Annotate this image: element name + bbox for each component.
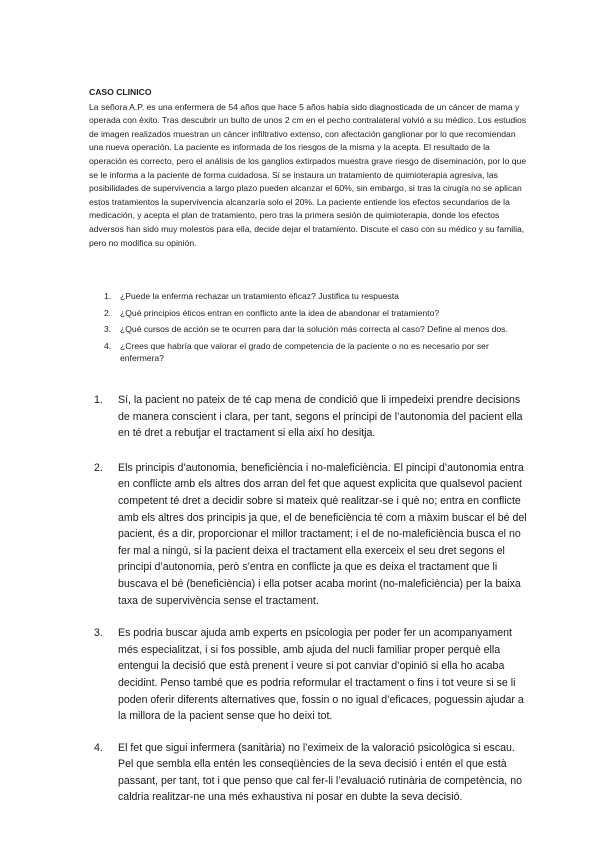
answer-text: Es podria buscar ajuda amb experts en psicologia per poder fer un acompanyament més especialitzat, i si fos possible, amb ajuda del nucli familiar proper perquè ella entengui la decisió que està prenent i veure si pot canviar d’opinió si ella ho acaba decidint. Penso també que es podria reformular el tractament o fins i tot veure si se li poden oferir diferents alternatives que, fossin o no igual d’eficaces, poguessin ajudar a la millora de la pacient sense que ho deixi tot. bbox=[118, 627, 524, 723]
question-number: 4. bbox=[104, 340, 112, 351]
question-text: ¿Qué principios éticos entran en conflicto ante la idea de abandonar el tratamiento? bbox=[120, 307, 440, 318]
answer-item bbox=[94, 392, 530, 442]
question-item bbox=[104, 340, 524, 365]
answer-item bbox=[94, 740, 530, 806]
answer-number: 2. bbox=[94, 461, 103, 474]
answer-number: 4. bbox=[94, 741, 103, 754]
answer-text: El fet que sigui infermera (sanitària) no l’eximeix de la valoració psicològica si escau. Pel que sembla ella entén les conseqüències de la seva decisió i entén el que està passant, per tant, tot i que penso que cal fer-li l’evaluació rutinària de competència, no caldria realitzar-ne una més exhaustiva ni posar en dubte la seva decisió. bbox=[118, 741, 522, 804]
case-title: CASO CLINICO bbox=[89, 87, 152, 97]
question-item bbox=[104, 323, 524, 336]
question-item bbox=[104, 307, 524, 320]
answer-list bbox=[94, 392, 530, 806]
question-item bbox=[104, 290, 524, 303]
answer-item bbox=[94, 460, 530, 609]
question-number: 3. bbox=[104, 324, 112, 335]
case-body: La señora A.P. es una enfermera de 54 años que hace 5 años había sido diagnosticada de un cáncer de mama y operada con éxito. Tras descubrir un bulto de unos 2 cm en el pecho contralateral volvió a su médico. Los estudios de imagen realizados muestran un cáncer infiltrativo extenso, con afectación ganglionar por lo que recomiendan una nueva operación. La paciente es informada de los riesgos de la misma y la acepta. El resultado de la operación es correcto, pero el análisis de los ganglios extirpados muestra grave riesgo de diseminación, por lo que se le informa a la paciente de forma cuidadosa. Si se instaura un tratamiento de quimioterapia agresiva, las posibilidades de supervivencia a largo plazo pueden alcanzar el 60%, sin embargo, si tras la cirugía no se aplican estos tratamientos la supervivencia alcanzaría solo el 20%. La paciente entiende los efectos secundarios de la medicación, y acepta el plan de tratamiento, pero tras la primera sesión de quimioterapia, donde los efectos adversos han sido muy molestos para ella, decide dejar el tratamiento. Discute el caso con su médico y su familia, pero no modifica su opinión. bbox=[89, 101, 527, 248]
question-list bbox=[104, 290, 524, 369]
question-text: ¿Qué cursos de acción se te ocurren para dar la solución más correcta al caso? Define al menos dos. bbox=[120, 324, 508, 335]
question-number: 1. bbox=[104, 291, 112, 301]
answer-text: Els principis d’autonomia, beneficiència i no-maleficiència. El pincipi d’autonomia entra en conflicte amb els altres dos arran del fet que aquest explicita que qualsevol pacient competent té dret a decidir sobre si mateix què realitzar-se i què no; entra en conflicte amb els altres dos principis ja que, el de beneficiència té com a màxim buscar el bé del pacient, és a dir, proporcionar el millor tractament; i el de no-maleficiència busca el no fer mal a ningú, si la pacient deixa el tractament ella exerceix el seu dret segons el principi d’autonomia, però s’entra en conflicte ja que es deixa el tractament que li buscava el bé (beneficiència) i ella potser acaba morint (no-maleficiència) per la baixa taxa de supervivència sense el tractament. bbox=[118, 461, 527, 607]
question-text: ¿Crees que habría que valorar el grado de competencia de la paciente o no es necesario por ser enfermera? bbox=[120, 340, 489, 364]
answer-number: 3. bbox=[94, 627, 103, 640]
question-number: 2. bbox=[104, 307, 112, 318]
answer-number: 1. bbox=[94, 394, 103, 406]
answer-item bbox=[94, 625, 530, 725]
answer-text: Sí, la pacient no pateix de té cap mena de condició que li impedeixi prendre decisions de manera conscient i clara, per tant, segons el principi de l’autonomia del pacient ella en té dret a rebutjar el tractament si ella així ho desitja. bbox=[118, 394, 523, 440]
question-text: ¿Puede la enferma rechazar un tratamiento eficaz? Justifica tu respuesta bbox=[120, 291, 399, 301]
case-section bbox=[89, 86, 527, 250]
